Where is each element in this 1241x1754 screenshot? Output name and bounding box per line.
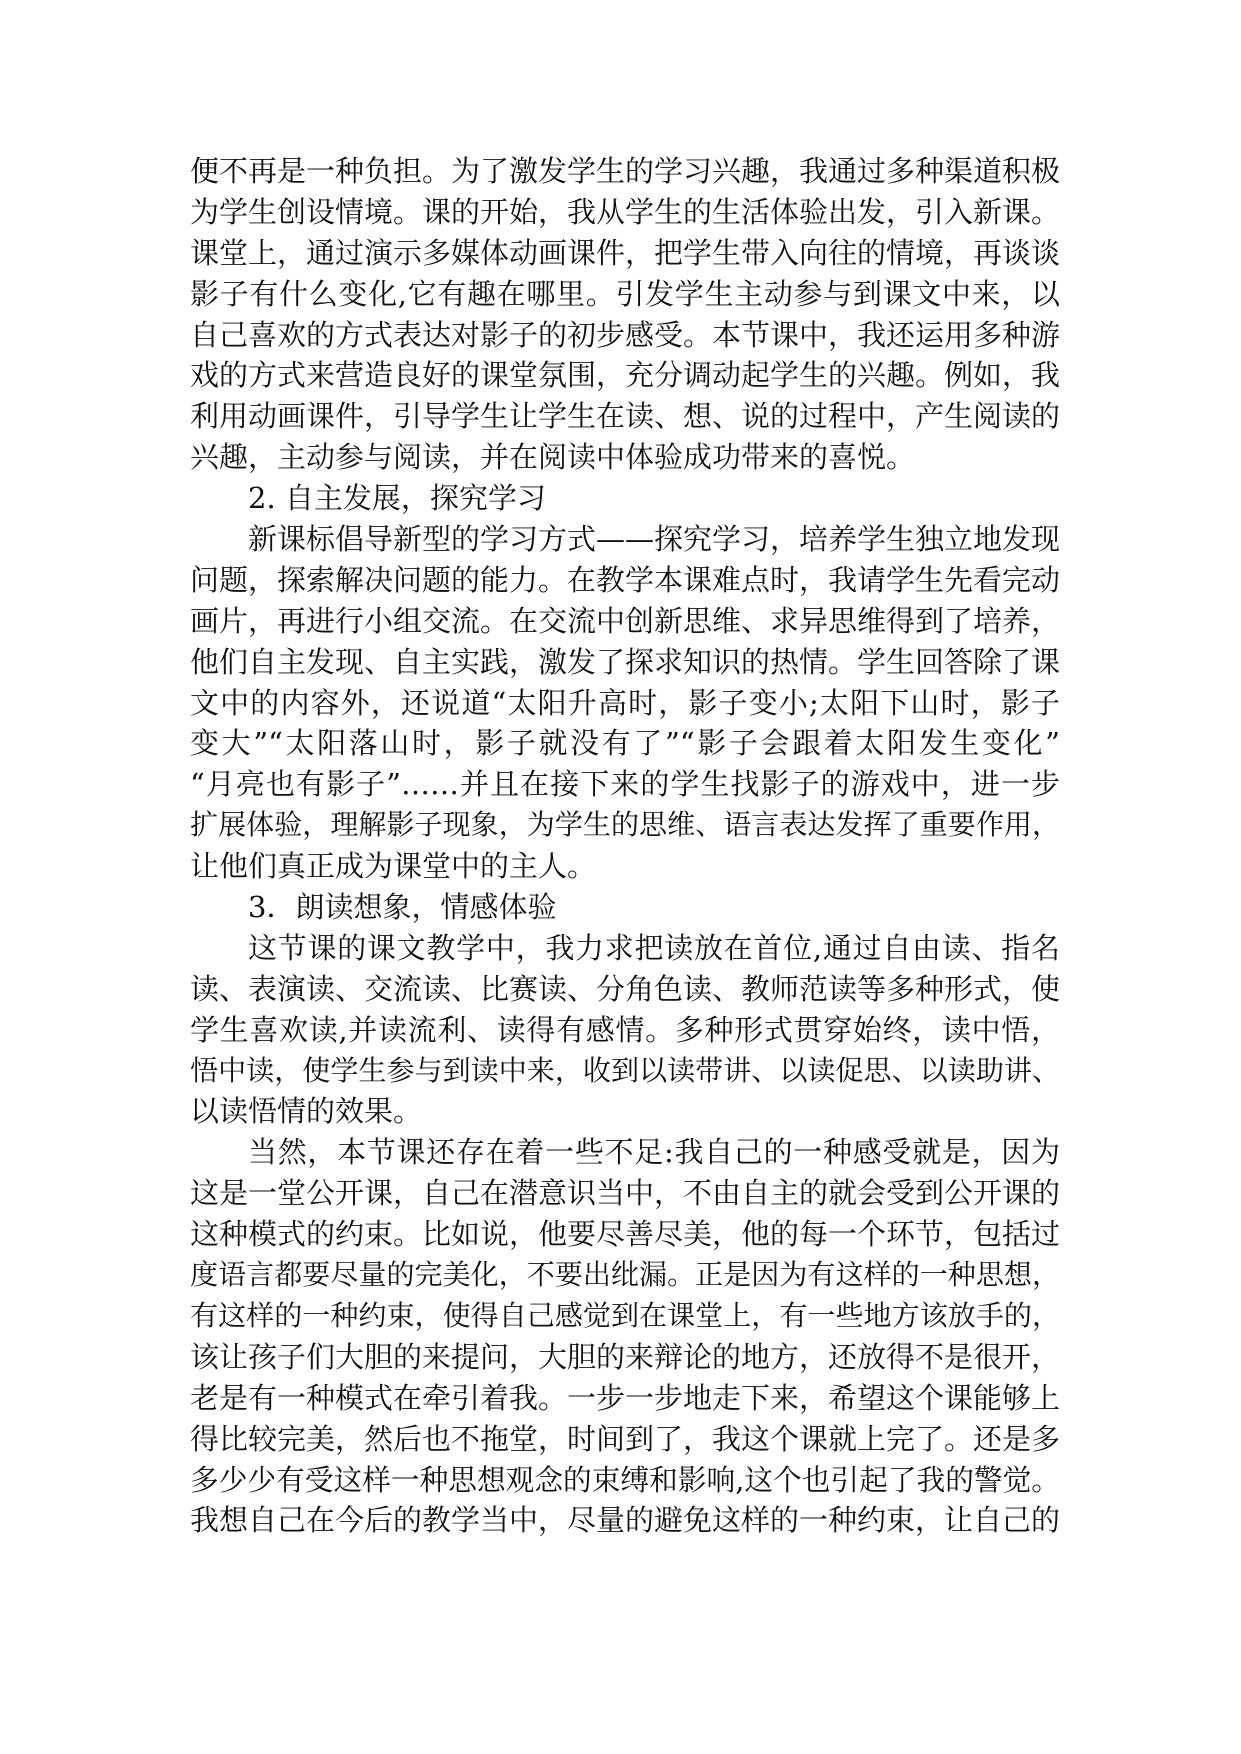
text-line: 影子有什么变化,它有趣在哪里。引发学生主动参与到课文中来，以	[190, 276, 1060, 311]
text-line: 该让孩子们大胆的来提问，大胆的来辩论的地方，还放得不是很开，	[190, 1339, 1061, 1374]
text-line: 学生喜欢读,并读流利、读得有感情。多种形式贯穿始终，读中悟，	[190, 1012, 1060, 1047]
text-line: 新课标倡导新型的学习方式——探究学习，培养学生独立地发现	[248, 522, 1061, 557]
text-line: 我想自己在今后的教学当中，尽量的避免这样的一种约束，让自己的	[190, 1503, 1061, 1538]
text-line: 扩展体验，理解影子现象，为学生的思维、语言表达发挥了重要作用，	[190, 808, 1060, 842]
text-line: 变大”“太阳落山时，影子就没有了”“影子会跟着太阳发生变化”	[190, 726, 1060, 761]
text-line: 戏的方式来营造良好的课堂氛围，充分调动起学生的兴趣。例如，我	[190, 358, 1061, 393]
text-line: 课堂上，通过演示多媒体动画课件，把学生带入向往的情境，再谈谈	[190, 235, 1061, 270]
body-text	[190, 151, 1060, 1541]
text-line: 多少少有受这样一种思想观念的束缚和影响,这个也引起了我的警觉。	[190, 1462, 1060, 1497]
text-line: 得比较完美，然后也不拖堂，时间到了，我这个课就上完了。还是多	[190, 1421, 1061, 1456]
text-line: 便不再是一种负担。为了激发学生的学习兴趣，我通过多种渠道积极	[190, 154, 1061, 188]
text-line: 兴趣，主动参与阅读，并在阅读中体验成功带来的喜悦。	[190, 440, 916, 475]
text-line: 这种模式的约束。比如说，他要尽善尽美，他的每一个环节，包括过	[190, 1217, 1061, 1252]
text-line: 他们自主发现、自主实践，激发了探求知识的热情。学生回答除了课	[190, 644, 1061, 679]
text-line: 这是一堂公开课，自己在潜意识当中，不由自主的就会受到公开课的	[190, 1176, 1061, 1211]
text-line: 3．朗读想象，情感体验	[248, 890, 557, 925]
text-line: 这节课的课文教学中，我力求把读放在首位,通过自由读、指名	[248, 930, 1060, 965]
text-line: 让他们真正成为课堂中的主人。	[190, 849, 597, 884]
text-line: 老是有一种模式在牵引着我。一步一步地走下来，希望这个课能够上	[190, 1380, 1061, 1415]
text-line: 自己喜欢的方式表达对影子的初步感受。本节课中，我还运用多种游	[190, 317, 1061, 352]
text-line: 问题，探索解决问题的能力。在教学本课难点时，我请学生先看完动	[190, 562, 1061, 597]
text-line: 以读悟情的效果。	[190, 1094, 423, 1129]
text-line: 悟中读，使学生参与到读中来，收到以读带讲、以读促思、以读助讲、	[190, 1053, 1060, 1087]
text-line: “月亮也有影子”……并且在接下来的学生找影子的游戏中，进一步	[190, 767, 1060, 802]
text-line: 文中的内容外，还说道“太阳升高时，影子变小;太阳下山时，影子	[190, 685, 1060, 720]
text-line: 度语言都要尽量的完美化，不要出纰漏。正是因为有这样的一种思想，	[190, 1258, 1060, 1292]
text-line: 有这样的一种约束，使得自己感觉到在课堂上，有一些地方该放手的，	[190, 1298, 1060, 1332]
text-line: 当然，本节课还存在着一些不足:我自己的一种感受就是，因为	[248, 1135, 1060, 1170]
text-line: 画片，再进行小组交流。在交流中创新思维、求异思维得到了培养，	[190, 603, 1061, 638]
text-line: 2. 自主发展，探究学习	[248, 481, 546, 516]
text-line: 为学生创设情境。课的开始，我从学生的生活体验出发，引入新课。	[190, 194, 1061, 229]
text-line: 利用动画课件，引导学生让学生在读、想、说的过程中，产生阅读的	[190, 399, 1061, 434]
text-line: 读、表演读、交流读、比赛读、分角色读、教师范读等多种形式，使	[190, 971, 1061, 1006]
